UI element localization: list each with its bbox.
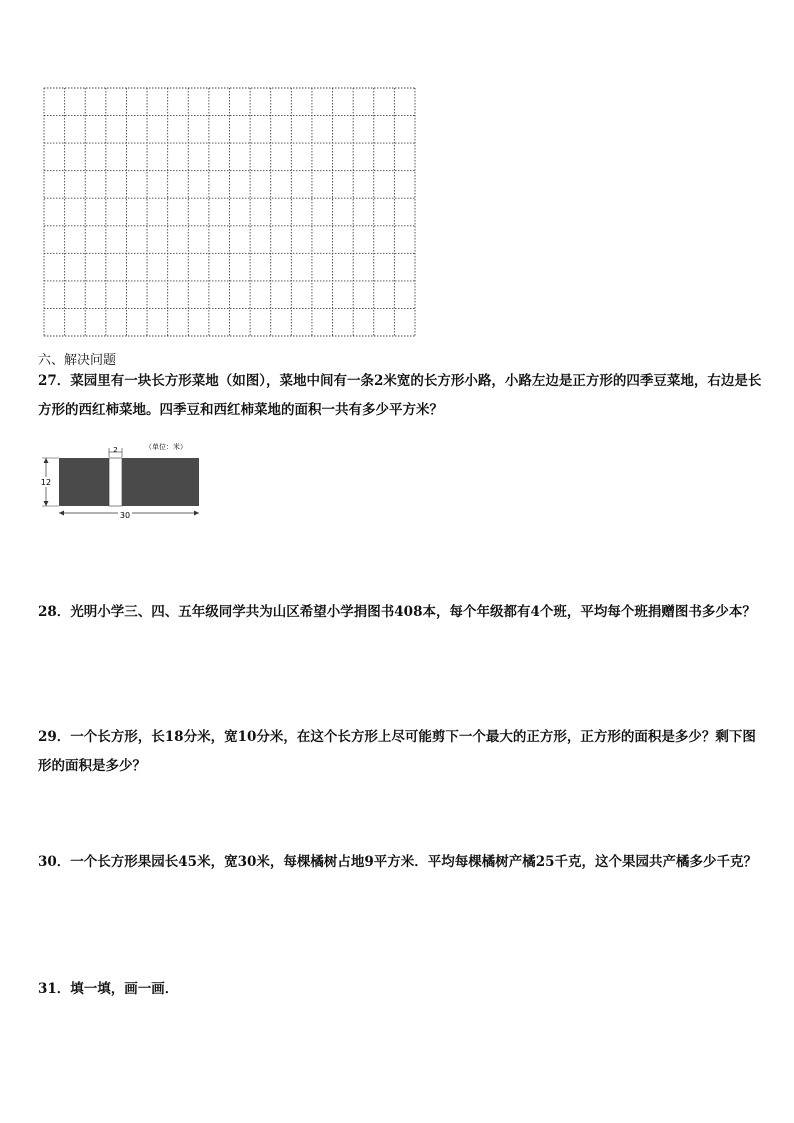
length-label: 30: [119, 511, 131, 520]
height-label: 12: [40, 478, 52, 487]
writing-grid: [43, 87, 416, 337]
vegetable-garden-figure: [38, 440, 204, 522]
question-28: 28．光明小学三、四、五年级同学共为山区希望小学捐图书408本，每个年级都有4个班，平均每个班捐赠图书多少本？: [38, 604, 756, 620]
section-title: 六、解决问题: [38, 353, 117, 368]
path-strip: [109, 458, 122, 506]
question-29: 29．一个长方形，长18分米，宽10分米，在这个长方形上尽可能剪下一个最大的正方形，正方形的面积是多少？剩下图形的面积是多少？: [38, 729, 756, 774]
question-30: 30．一个长方形果园长45米，宽30米，每棵橘树占地9平方米．平均每棵橘树产橘25千克，这个果园共产橘多少千克？: [38, 854, 758, 870]
bean-plot: [59, 458, 109, 506]
tomato-plot: [122, 458, 199, 506]
question-31: 31．填一填，画一画．: [38, 981, 179, 997]
question-27: 27．菜园里有一块长方形菜地（如图），菜地中间有一条2米宽的长方形小路，小路左边是正方形的四季豆菜地，右边是长方形的西红柿菜地。四季豆和西红柿菜地的面积一共有多少平方米？: [38, 373, 762, 418]
path-width-label: 2: [113, 446, 118, 454]
unit-label: （单位：米）: [145, 443, 187, 451]
grid-lines: [43, 87, 416, 337]
